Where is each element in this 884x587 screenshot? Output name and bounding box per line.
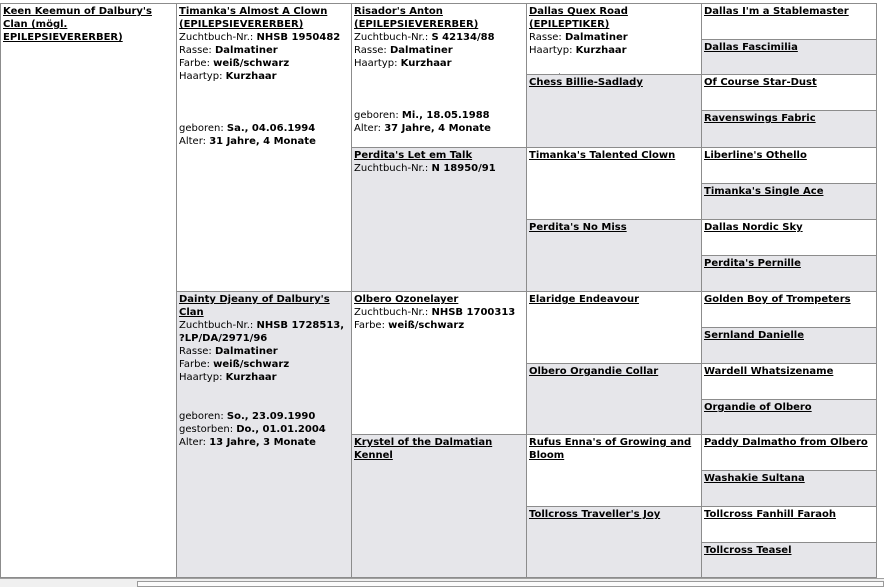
dog-name-link[interactable]: Paddy Dalmatho from Olbero [704, 437, 868, 448]
farbe-label: Farbe: [354, 320, 389, 331]
haartyp-value: Kurzhaar [575, 45, 627, 56]
haartyp-value: Kurzhaar [400, 58, 452, 69]
pedigree-cell-gen3-1 [526, 3, 702, 75]
gestorben-row [179, 423, 349, 436]
pedigree-cell-gen4-15 [701, 506, 877, 543]
dog-name-link[interactable]: Ravenswings Fabric [704, 113, 816, 124]
pedigree-cell-gen4-13 [701, 434, 877, 471]
spacer [179, 384, 349, 410]
pedigree-cell-gen4-4 [701, 110, 877, 148]
zuchtbuch-label: Zuchtbuch-Nr.: [354, 163, 432, 174]
pedigree-cell-gen3-2 [526, 74, 702, 148]
alter-label: Alter: [179, 136, 210, 147]
dog-name-link[interactable]: Organdie of Olbero [704, 402, 812, 413]
pedigree-cell-gen4-16 [701, 542, 877, 578]
pedigree-cell-subject [0, 3, 177, 578]
zuchtbuch-row [179, 319, 349, 345]
zuchtbuch-label: Zuchtbuch-Nr.: [354, 307, 432, 318]
pedigree-cell-gen4-14 [701, 470, 877, 507]
dog-name-link[interactable]: Timanka's Almost A Clown (EPILEPSIEVERERBER) [179, 6, 328, 30]
dog-name-link[interactable]: Olbero Organdie Collar [529, 366, 659, 377]
dog-name-link[interactable]: Perdita's Let em Talk [354, 150, 473, 161]
zuchtbuch-label: Zuchtbuch-Nr.: [179, 320, 257, 331]
geboren-value: Mi., 18.05.1988 [401, 110, 490, 121]
dog-name-link[interactable]: Krystel of the Dalmatian Kennel [354, 437, 493, 461]
dog-name-link[interactable]: Tollcross Teasel [704, 545, 792, 556]
pedigree-cell-gen4-7 [701, 219, 877, 256]
zuchtbuch-value: N 18950/91 [431, 163, 496, 174]
geboren-label: geboren: [179, 123, 227, 134]
dog-name-link[interactable]: Washakie Sultana [704, 473, 805, 484]
pedigree-cell-gen4-9 [701, 291, 877, 328]
farbe-value: weiß/schwarz [213, 359, 290, 370]
rasse-value: Dalmatiner [389, 45, 453, 56]
alter-value: 31 Jahre, 4 Monate [209, 136, 316, 147]
farbe-label: Farbe: [179, 359, 214, 370]
zuchtbuch-value: S 42134/88 [431, 32, 495, 43]
dog-name-link[interactable]: Of Course Star-Dust [704, 77, 817, 88]
pedigree-cell-gen3-8 [526, 506, 702, 578]
rasse-label: Rasse: [529, 32, 565, 43]
haartyp-row [354, 57, 524, 70]
haartyp-label: Haartyp: [354, 58, 401, 69]
pedigree-cell-gen4-8 [701, 255, 877, 292]
pedigree-cell-gen3-3 [526, 147, 702, 220]
alter-row [354, 122, 524, 135]
zuchtbuch-label: Zuchtbuch-Nr.: [179, 32, 257, 43]
pedigree-cell-gen4-6 [701, 183, 877, 220]
pedigree-cell-gen3-5 [526, 291, 702, 364]
haartyp-label: Haartyp: [529, 45, 576, 56]
zuchtbuch-row [354, 31, 524, 44]
dog-name-link[interactable]: Dallas Fascimilia [704, 42, 798, 53]
pedigree-cell-gen3-7 [526, 434, 702, 507]
geboren-value: So., 23.09.1990 [226, 411, 316, 422]
rasse-row [354, 44, 524, 57]
dog-name-link[interactable]: Sernland Danielle [704, 330, 804, 341]
dog-name-link[interactable]: Tollcross Fanhill Faraoh [704, 509, 836, 520]
farbe-row [179, 57, 349, 70]
geboren-label: geboren: [179, 411, 227, 422]
gestorben-label: gestorben: [179, 424, 237, 435]
dog-name-link[interactable]: Olbero Ozonelayer [354, 294, 459, 305]
pedigree-cell-gen2-4 [351, 434, 527, 578]
rasse-value: Dalmatiner [214, 45, 278, 56]
dog-name-link[interactable]: Timanka's Single Ace [704, 186, 824, 197]
rasse-row [529, 31, 699, 44]
rasse-row [179, 345, 349, 358]
dog-name-link[interactable]: Chess Billie-Sadlady [529, 77, 643, 88]
geboren-row [354, 109, 524, 122]
dog-name-link[interactable]: Rufus Enna's of Growing and Bloom [529, 437, 692, 461]
pedigree-cell-gen4-1 [701, 3, 877, 40]
dog-name-link[interactable]: Dallas I'm a Stablemaster [704, 6, 849, 17]
pedigree-cell-gen4-11 [701, 363, 877, 400]
haartyp-value: Kurzhaar [225, 372, 277, 383]
rasse-label: Rasse: [179, 346, 215, 357]
rasse-label: Rasse: [354, 45, 390, 56]
zuchtbuch-value: NHSB 1950482 [256, 32, 341, 43]
haartyp-label: Haartyp: [179, 372, 226, 383]
zuchtbuch-row [354, 306, 524, 319]
alter-row [179, 135, 349, 148]
pedigree-cell-gen2-1 [351, 3, 527, 148]
zuchtbuch-row [179, 31, 349, 44]
gestorben-value: Do., 01.01.2004 [236, 424, 326, 435]
dog-name-link[interactable]: Dainty Djeany of Dalbury's Clan [179, 294, 330, 318]
pedigree-cell-gen4-10 [701, 327, 877, 364]
dog-name-link[interactable]: Keen Keemun of Dalbury's Clan (mögl. EPILEPSIEVERERBER) [3, 6, 152, 43]
rasse-row [179, 44, 349, 57]
pedigree-cell-gen2-2 [351, 147, 527, 292]
farbe-row [354, 319, 524, 332]
geboren-label: geboren: [354, 110, 402, 121]
rasse-label: Rasse: [179, 45, 215, 56]
pedigree-cell-dam [176, 291, 352, 578]
dog-name-link[interactable]: Liberline's Othello [704, 150, 807, 161]
dog-name-link[interactable]: Timanka's Talented Clown [529, 150, 676, 161]
dog-name-link[interactable]: Dallas Nordic Sky [704, 222, 803, 233]
dog-name-link[interactable]: Risador's Anton (EPILEPSIEVERERBER) [354, 6, 479, 30]
farbe-label: Farbe: [179, 58, 214, 69]
farbe-row [179, 358, 349, 371]
alter-label: Alter: [354, 123, 385, 134]
pedigree-cell-gen2-3 [351, 291, 527, 435]
pedigree-cell-gen4-5 [701, 147, 877, 184]
dog-name-link[interactable]: Wardell Whatsizename [704, 366, 834, 377]
rasse-value: Dalmatiner [564, 32, 628, 43]
haartyp-row [179, 371, 349, 384]
alter-row [179, 436, 349, 449]
haartyp-label: Haartyp: [179, 71, 226, 82]
farbe-value: weiß/schwarz [213, 58, 290, 69]
pedigree-cell-gen3-4 [526, 219, 702, 292]
haartyp-value: Kurzhaar [225, 71, 277, 82]
pedigree-cell-sire [176, 3, 352, 292]
zuchtbuch-value: NHSB 1700313 [431, 307, 516, 318]
alter-value: 37 Jahre, 4 Monate [384, 123, 491, 134]
dog-name-link[interactable]: Tollcross Traveller's Joy [529, 509, 661, 520]
pedigree-cell-gen4-3 [701, 74, 877, 111]
geboren-row [179, 410, 349, 423]
geboren-value: Sa., 04.06.1994 [226, 123, 316, 134]
haartyp-row [529, 44, 699, 57]
pedigree-cell-gen3-6 [526, 363, 702, 435]
geboren-row [179, 122, 349, 135]
spacer [179, 83, 349, 122]
farbe-value: weiß/schwarz [388, 320, 465, 331]
zuchtbuch-row [354, 162, 524, 175]
dog-name-link[interactable]: Perdita's Pernille [704, 258, 801, 269]
dog-name-link[interactable]: Golden Boy of Trompeters [704, 294, 851, 305]
pedigree-cell-gen4-12 [701, 399, 877, 435]
horizontal-scrollbar[interactable] [137, 581, 884, 587]
rasse-value: Dalmatiner [214, 346, 278, 357]
dog-name-link[interactable]: Perdita's No Miss [529, 222, 627, 233]
zuchtbuch-value: NHSB 1728513, ?LP/DA/2971/96 [179, 320, 345, 344]
pedigree-cell-gen4-2 [701, 39, 877, 75]
alter-value: 13 Jahre, 3 Monate [209, 437, 316, 448]
spacer [354, 70, 524, 109]
zuchtbuch-label: Zuchtbuch-Nr.: [354, 32, 432, 43]
dog-name-link[interactable]: Dallas Quex Road (EPILEPTIKER) [529, 6, 628, 30]
alter-label: Alter: [179, 437, 210, 448]
haartyp-row [179, 70, 349, 83]
dog-name-link[interactable]: Elaridge Endeavour [529, 294, 640, 305]
